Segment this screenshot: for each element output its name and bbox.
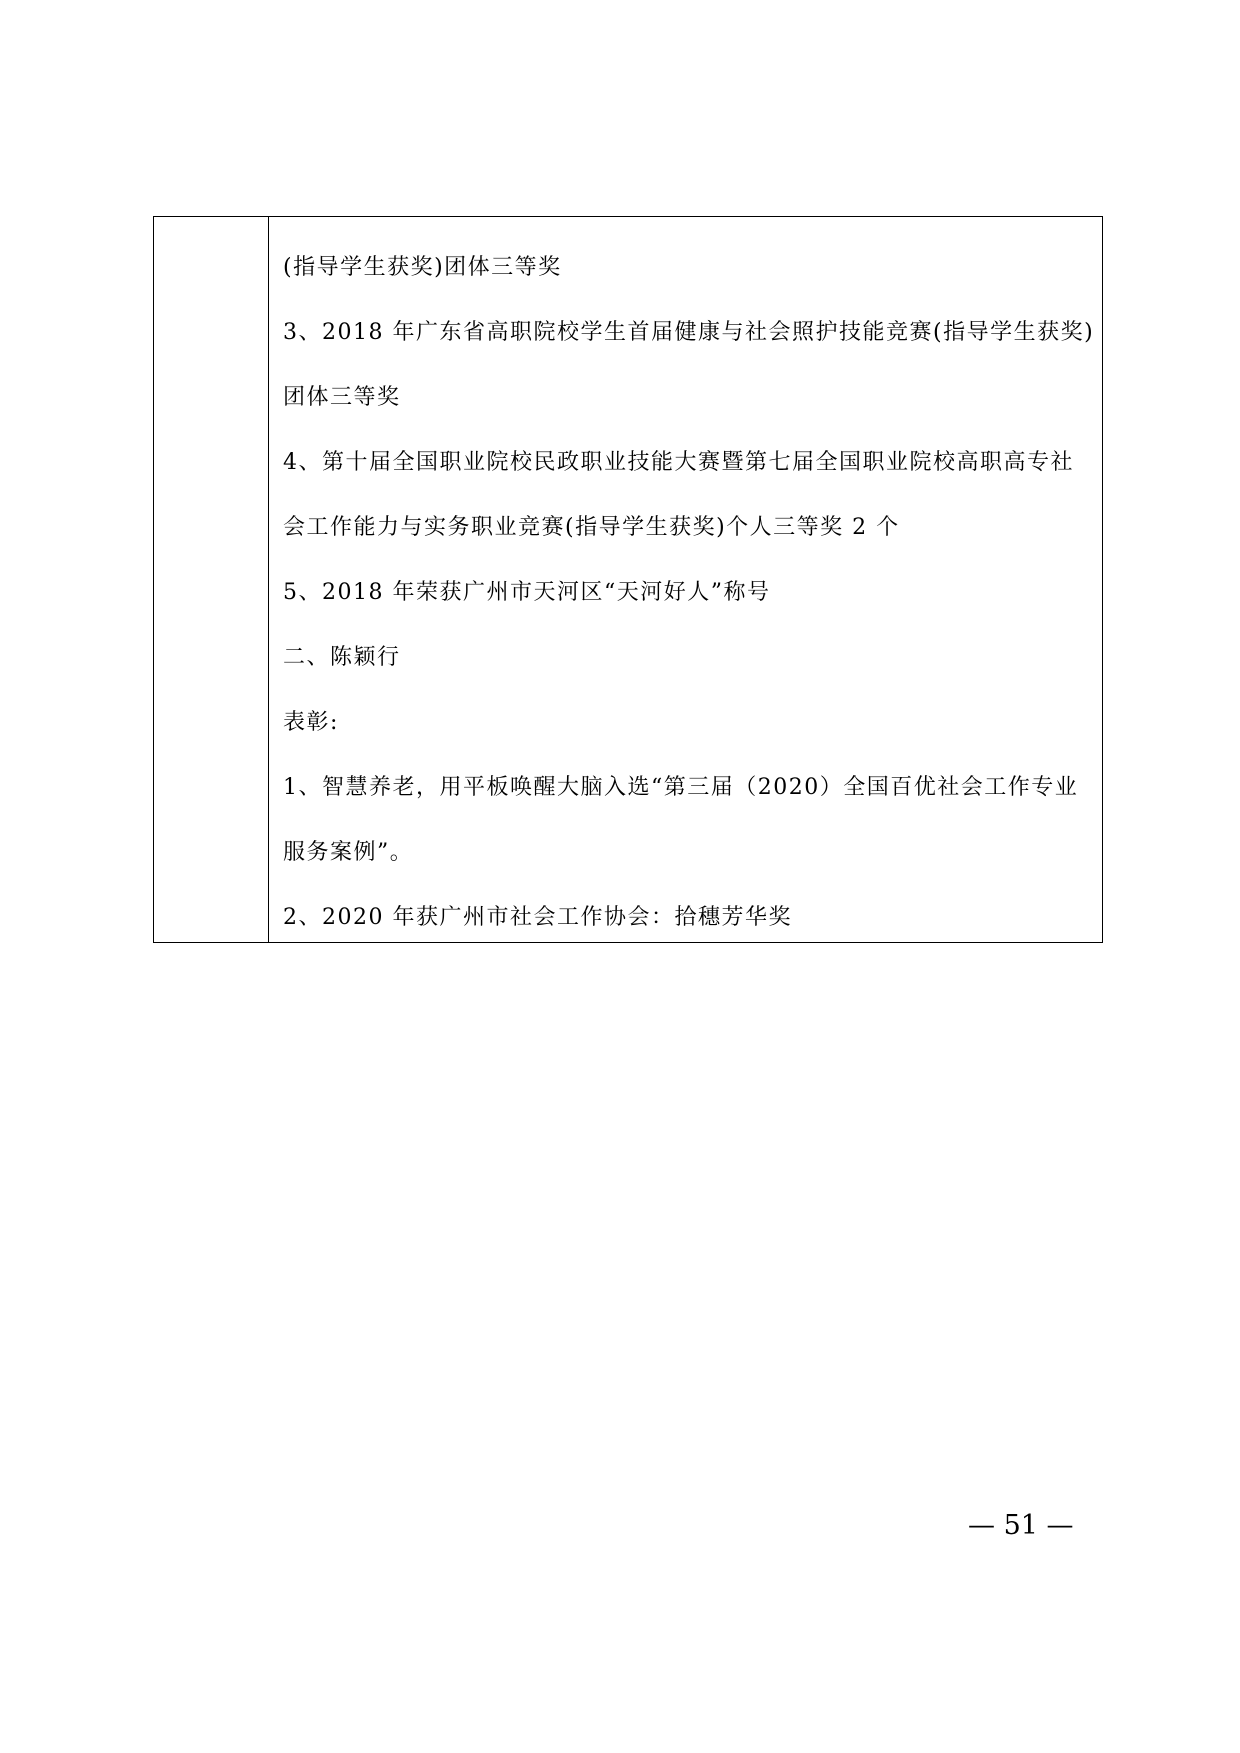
- text-line: 服务案例”。: [283, 840, 414, 865]
- table-left-cell: [154, 217, 269, 942]
- awards-table: [153, 216, 1103, 943]
- text-line: 2、2020 年获广州市社会工作协会：拾穗芳华奖: [283, 905, 792, 930]
- text-line: 团体三等奖: [283, 385, 401, 410]
- text-line: 5、2018 年荣获广州市天河区“天河好人”称号: [283, 580, 771, 605]
- text-line: (指导学生获奖)团体三等奖: [283, 255, 562, 280]
- text-line: 表彰:: [283, 710, 339, 735]
- text-line: 二、陈颖行: [283, 645, 401, 670]
- table-right-cell: [269, 217, 1102, 942]
- text-line: 4、第十届全国职业院校民政职业技能大赛暨第七届全国职业院校高职高专社: [283, 450, 1074, 475]
- page-number: — 51 —: [968, 1510, 1074, 1541]
- text-line: 3、2018 年广东省高职院校学生首届健康与社会照护技能竞赛(指导学生获奖): [283, 320, 1095, 345]
- text-line: 1、智慧养老，用平板唤醒大脑入选“第三届（2020）全国百优社会工作专业: [283, 775, 1079, 800]
- text-line: 会工作能力与实务职业竞赛(指导学生获奖)个人三等奖 2 个: [283, 515, 900, 540]
